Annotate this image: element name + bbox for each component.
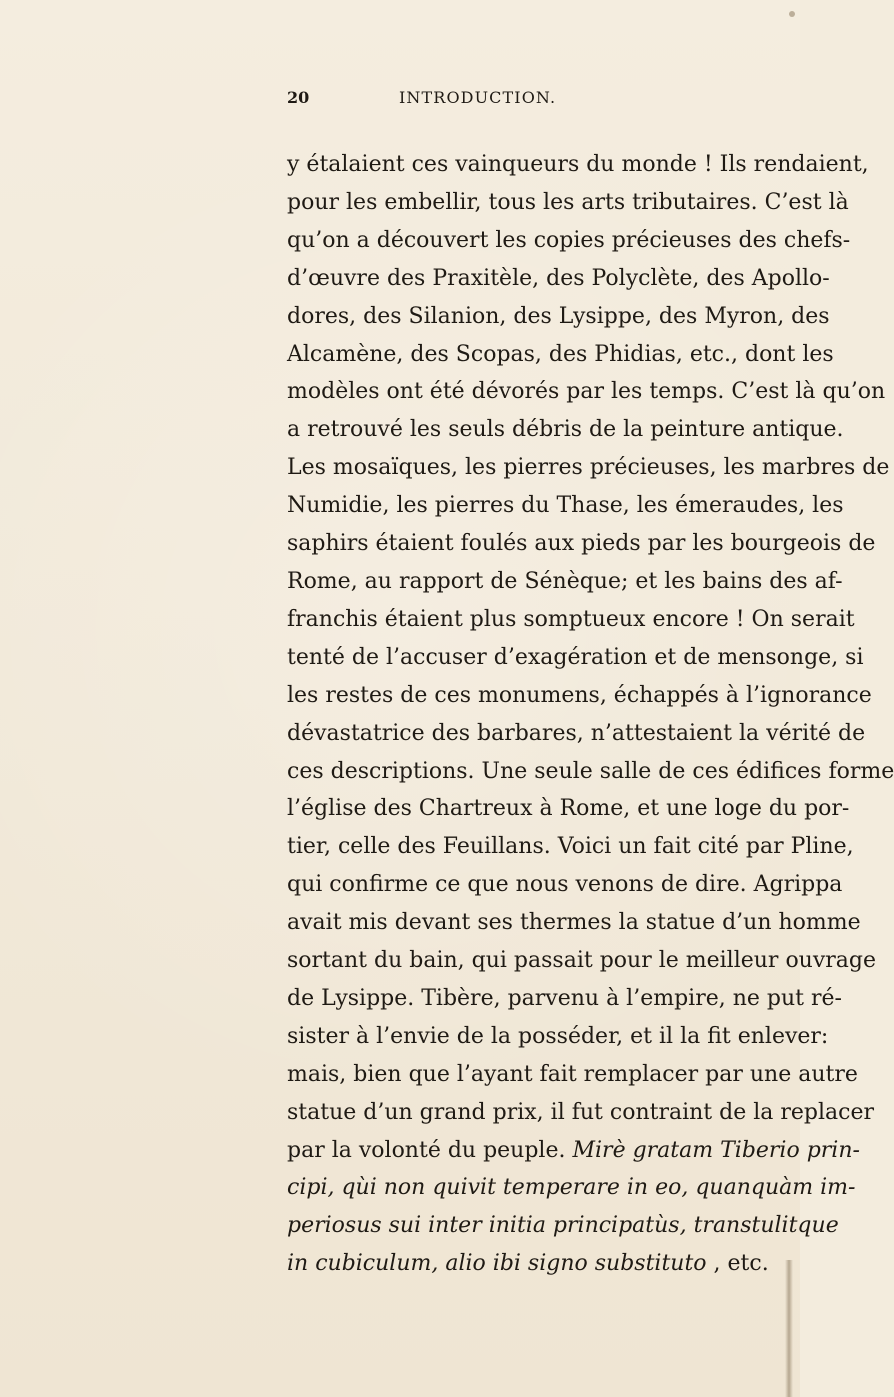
text-line: franchis étaient plus somptueux encore ! On serait bbox=[287, 606, 855, 632]
text-line: y étalaient ces vainqueurs du monde ! Ils rendaient, bbox=[287, 152, 869, 177]
text-line: Numidie, les pierres du Thase, les émeraudes, les bbox=[287, 493, 844, 519]
text-line: Rome, au rapport de Sénèque; et les bains des af- bbox=[287, 568, 843, 594]
page-number: 20 bbox=[287, 88, 310, 107]
roman-text-fragment: par la volonté du peuple. bbox=[287, 1137, 573, 1163]
text-line: tenté de l’accuser d’exagération et de mensonge, si bbox=[287, 644, 864, 670]
roman-text-fragment: , etc. bbox=[713, 1251, 769, 1277]
mixed-text-line bbox=[287, 1132, 860, 1170]
text-line: dévastatrice des barbares, n’attestaient la vérité de bbox=[287, 720, 866, 746]
text-line: ces descriptions. Une seule salle de ces édifices forme bbox=[287, 758, 894, 784]
text-line: les restes de ces monumens, échappés à l’ignorance bbox=[287, 682, 872, 708]
latin-quote-fragment: Mirè gratam Tiberio prin- bbox=[572, 1137, 860, 1163]
text-line: de Lysippe. Tibère, parvenu à l’empire, ne put ré- bbox=[287, 985, 842, 1011]
text-line: l’église des Chartreux à Rome, et une loge du por- bbox=[287, 796, 850, 822]
text-line: pour les embellir, tous les arts tributaires. C’est là bbox=[287, 189, 849, 215]
body-text bbox=[287, 146, 894, 1283]
text-line: sister à l’envie de la posséder, et il la fit enlever: bbox=[287, 1023, 829, 1049]
text-line: sortant du bain, qui passait pour le meilleur ouvrage bbox=[287, 948, 877, 974]
text-line: mais, bien que l’ayant fait remplacer par une autre bbox=[287, 1061, 858, 1087]
text-line: avait mis devant ses thermes la statue d’un homme bbox=[287, 910, 861, 936]
page-header bbox=[287, 88, 757, 116]
text-line: statue d’un grand prix, il fut contraint de la replacer bbox=[287, 1099, 874, 1125]
text-line: saphirs étaient foulés aux pieds par les bourgeois de bbox=[287, 531, 876, 557]
text-line: tier, celle des Feuillans. Voici un fait cité par Pline, bbox=[287, 834, 854, 860]
latin-quote-line: periosus sui inter initia principatùs, transtulitque bbox=[287, 1213, 839, 1239]
running-title: INTRODUCTION. bbox=[399, 88, 557, 107]
text-line: a retrouvé les seuls débris de la peinture antique. bbox=[287, 417, 844, 443]
text-line: qu’on a découvert les copies précieuses des chefs- bbox=[287, 227, 851, 253]
text-line: qui confirme ce que nous venons de dire. Agrippa bbox=[287, 872, 843, 898]
latin-quote-fragment: in cubiculum, alio ibi signo substituto bbox=[287, 1251, 707, 1277]
page-stain bbox=[789, 11, 795, 17]
text-line: Alcamène, des Scopas, des Phidias, etc., dont les bbox=[287, 341, 834, 367]
page-edge-mark bbox=[785, 1260, 793, 1397]
text-line: d’œuvre des Praxitèle, des Polyclète, des Apollo- bbox=[287, 265, 830, 291]
text-line: dores, des Silanion, des Lysippe, des Myron, des bbox=[287, 303, 830, 329]
latin-quote-line: cipi, qùi non quivit temperare in eo, quanquàm im- bbox=[287, 1175, 856, 1201]
text-line: modèles ont été dévorés par les temps. C’est là qu’on bbox=[287, 379, 886, 405]
final-text-line bbox=[287, 1245, 769, 1283]
text-line: Les mosaïques, les pierres précieuses, les marbres de bbox=[287, 455, 890, 481]
